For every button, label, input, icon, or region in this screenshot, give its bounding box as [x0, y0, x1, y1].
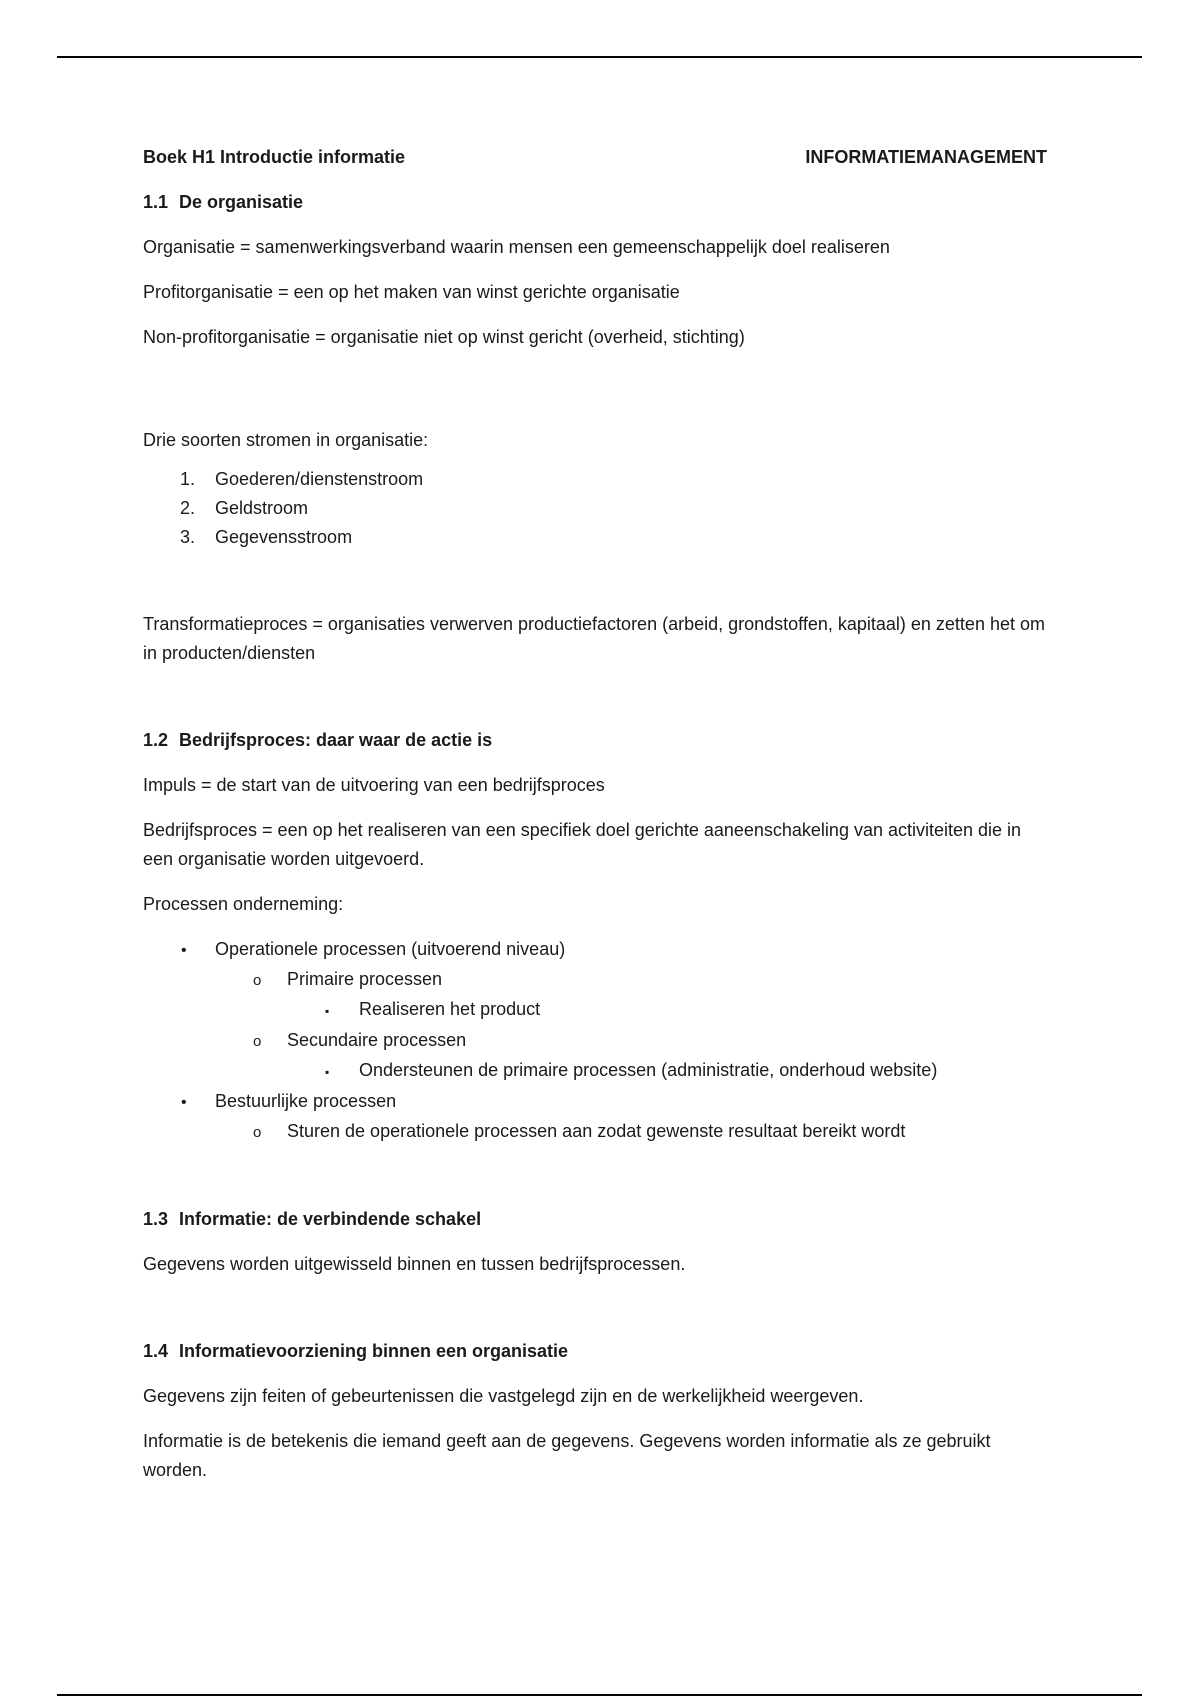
list-item: o Primaire processen	[143, 965, 1047, 995]
document-header	[143, 143, 1047, 172]
definition-nonprofit: Non-profitorganisatie = organisatie niet op winst gericht (overheid, stichting)	[143, 327, 745, 347]
course-title: INFORMATIEMANAGEMENT	[805, 147, 1047, 167]
section-title: De organisatie	[179, 192, 304, 212]
definition-transformatieproces: Transformatieproces = organisaties verwerven productiefactoren (arbeid, grondstoffen, kapitaal) en zetten het om in producten/diensten	[143, 614, 1045, 663]
section-title: Bedrijfsproces: daar waar de actie is	[179, 730, 493, 750]
circle-bullet-icon: o	[253, 1124, 262, 1141]
section-number: 1.2	[143, 730, 169, 750]
circle-bullet-icon: o	[253, 972, 262, 989]
definition-bedrijfsproces: Bedrijfsproces = een op het realiseren van een specifiek doel gerichte aaneenschakeling van activiteiten die in een organisatie worden uitgevoerd.	[143, 820, 1022, 869]
section-title: Informatievoorziening binnen een organisatie	[179, 1341, 569, 1361]
section-number: 1.4	[143, 1341, 169, 1361]
definition-profit: Profitorganisatie = een op het maken van winst gerichte organisatie	[143, 282, 680, 302]
document-page	[143, 143, 1047, 1485]
list-item: ▪ Ondersteunen de primaire processen (administratie, onderhoud website)	[143, 1056, 1047, 1087]
definition-impuls: Impuls = de start van de uitvoering van een bedrijfsproces	[143, 775, 605, 795]
section-heading-1-1	[143, 188, 1047, 217]
section-number: 1.1	[143, 192, 169, 212]
bottom-rule	[57, 1694, 1142, 1696]
section-title: Informatie: de verbindende schakel	[179, 1209, 482, 1229]
streams-list	[143, 465, 1047, 552]
square-bullet-icon: ▪	[325, 1004, 330, 1018]
list-item: 1. Goederen/dienstenstroom	[179, 469, 424, 489]
section-heading-1-2	[143, 726, 1047, 755]
processes-list	[143, 935, 1047, 1147]
section-1-4-text-1: Gegevens zijn feiten of gebeurtenissen die vastgelegd zijn en de werkelijkheid weergeven.	[143, 1386, 864, 1406]
section-1-4-text-2: Informatie is de betekenis die iemand geeft aan de gegevens. Gegevens worden informatie als ze gebruikt worden.	[143, 1431, 991, 1480]
bullet-icon: •	[181, 942, 187, 959]
list-item: • Bestuurlijke processen	[143, 1087, 1047, 1117]
list-item: ▪ Realiseren het product	[143, 995, 1047, 1026]
section-number: 1.3	[143, 1209, 169, 1229]
top-rule	[57, 56, 1142, 58]
square-bullet-icon: ▪	[325, 1065, 330, 1079]
section-heading-1-3	[143, 1205, 1047, 1234]
chapter-title: Boek H1 Introductie informatie	[143, 147, 406, 167]
section-heading-1-4	[143, 1337, 1047, 1366]
circle-bullet-icon: o	[253, 1033, 262, 1050]
list-item: o Secundaire processen	[143, 1026, 1047, 1056]
list-item: 2. Geldstroom	[179, 498, 309, 518]
bullet-icon: •	[181, 1094, 187, 1111]
definition-organisatie: Organisatie = samenwerkingsverband waarin mensen een gemeenschappelijk doel realiseren	[143, 237, 890, 257]
list-item: • Operationele processen (uitvoerend niveau)	[143, 935, 1047, 965]
section-1-3-text: Gegevens worden uitgewisseld binnen en tussen bedrijfsprocessen.	[143, 1254, 686, 1274]
list-item: 3. Gegevensstroom	[179, 527, 353, 547]
list-item: o Sturen de operationele processen aan zodat gewenste resultaat bereikt wordt	[143, 1117, 1047, 1147]
streams-intro: Drie soorten stromen in organisatie:	[143, 430, 429, 450]
processes-intro: Processen onderneming:	[143, 894, 344, 914]
